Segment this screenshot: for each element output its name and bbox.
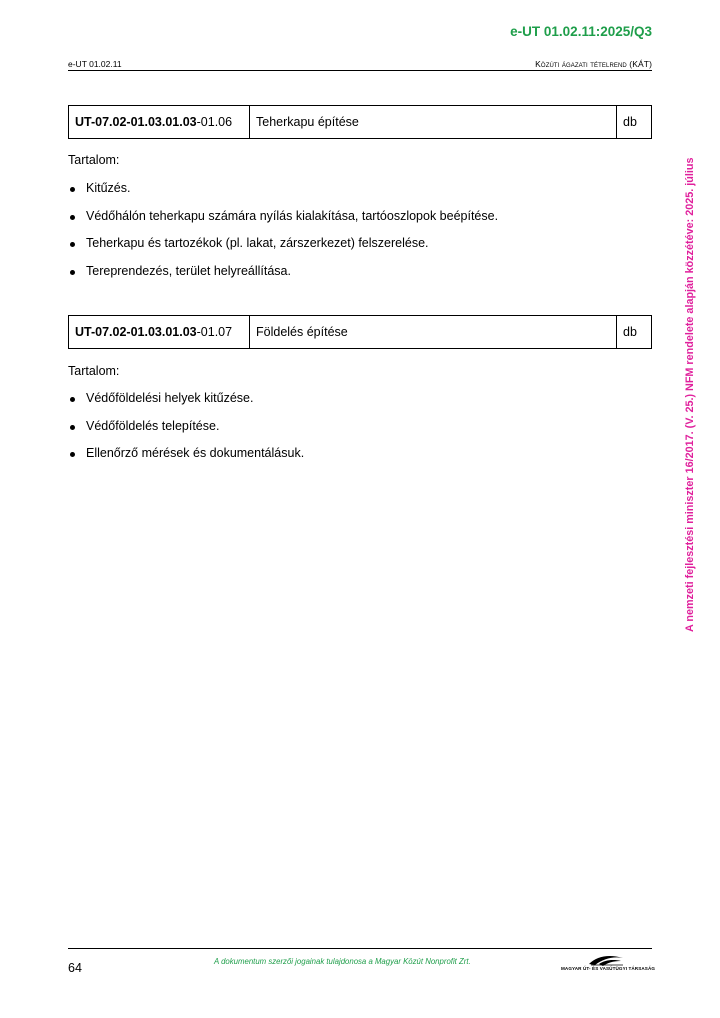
copyright-note: A dokumentum szerzői jogainak tulajdonosa a Magyar Közút Nonprofit Zrt.: [214, 957, 471, 966]
list-item: Védőföldelési helyek kitűzése.: [68, 391, 304, 419]
page-number: 64: [68, 961, 82, 975]
bullet-list-1: [68, 181, 498, 291]
header-left-text: e-UT 01.02.11: [68, 59, 122, 69]
list-item: Tereprendezés, terület helyreállítása.: [68, 264, 498, 292]
item-code: [69, 106, 250, 139]
item-table-1: [68, 105, 652, 139]
list-item: Kitűzés.: [68, 181, 498, 209]
bullet-list-2: [68, 391, 304, 474]
list-item: Védőhálón teherkapu számára nyílás kialakítása, tartóoszlopok beépítése.: [68, 209, 498, 237]
item-code-bold: UT-07.02-01.03.01.03: [75, 115, 197, 129]
list-item: Védőföldelés telepítése.: [68, 419, 304, 447]
item-unit: db: [617, 316, 652, 349]
content-label: Tartalom:: [68, 153, 120, 167]
list-item: Teherkapu és tartozékok (pl. lakat, zárszerkezet) felszerelése.: [68, 236, 498, 264]
item-table-2: [68, 315, 652, 349]
content-label: Tartalom:: [68, 364, 120, 378]
item-title: Földelés építése: [250, 316, 617, 349]
publication-side-note: A nemzeti fejlesztési miniszter 16/2017. (V. 25.) NFM rendelete alapján közzétéve: 2025. július: [684, 157, 696, 632]
list-item: Ellenőrző mérések és dokumentálásuk.: [68, 446, 304, 474]
header-right-text: Közúti ágazati tételrend (KÁT): [535, 59, 652, 69]
item-title: Teherkapu építése: [250, 106, 617, 139]
item-code-suffix: -01.07: [196, 325, 233, 339]
item-code-bold: UT-07.02-01.03.01.03: [75, 325, 197, 339]
item-code: [69, 316, 250, 349]
item-code-suffix: -01.06: [196, 115, 233, 129]
logo-text: MAGYAR ÚT- ÉS VASÚTÜGYI TÁRSASÁG: [561, 966, 656, 971]
document-code: e-UT 01.02.11:2025/Q3: [510, 24, 652, 39]
page-header: [68, 56, 652, 71]
item-unit: db: [617, 106, 652, 139]
footer-divider: [68, 948, 652, 949]
